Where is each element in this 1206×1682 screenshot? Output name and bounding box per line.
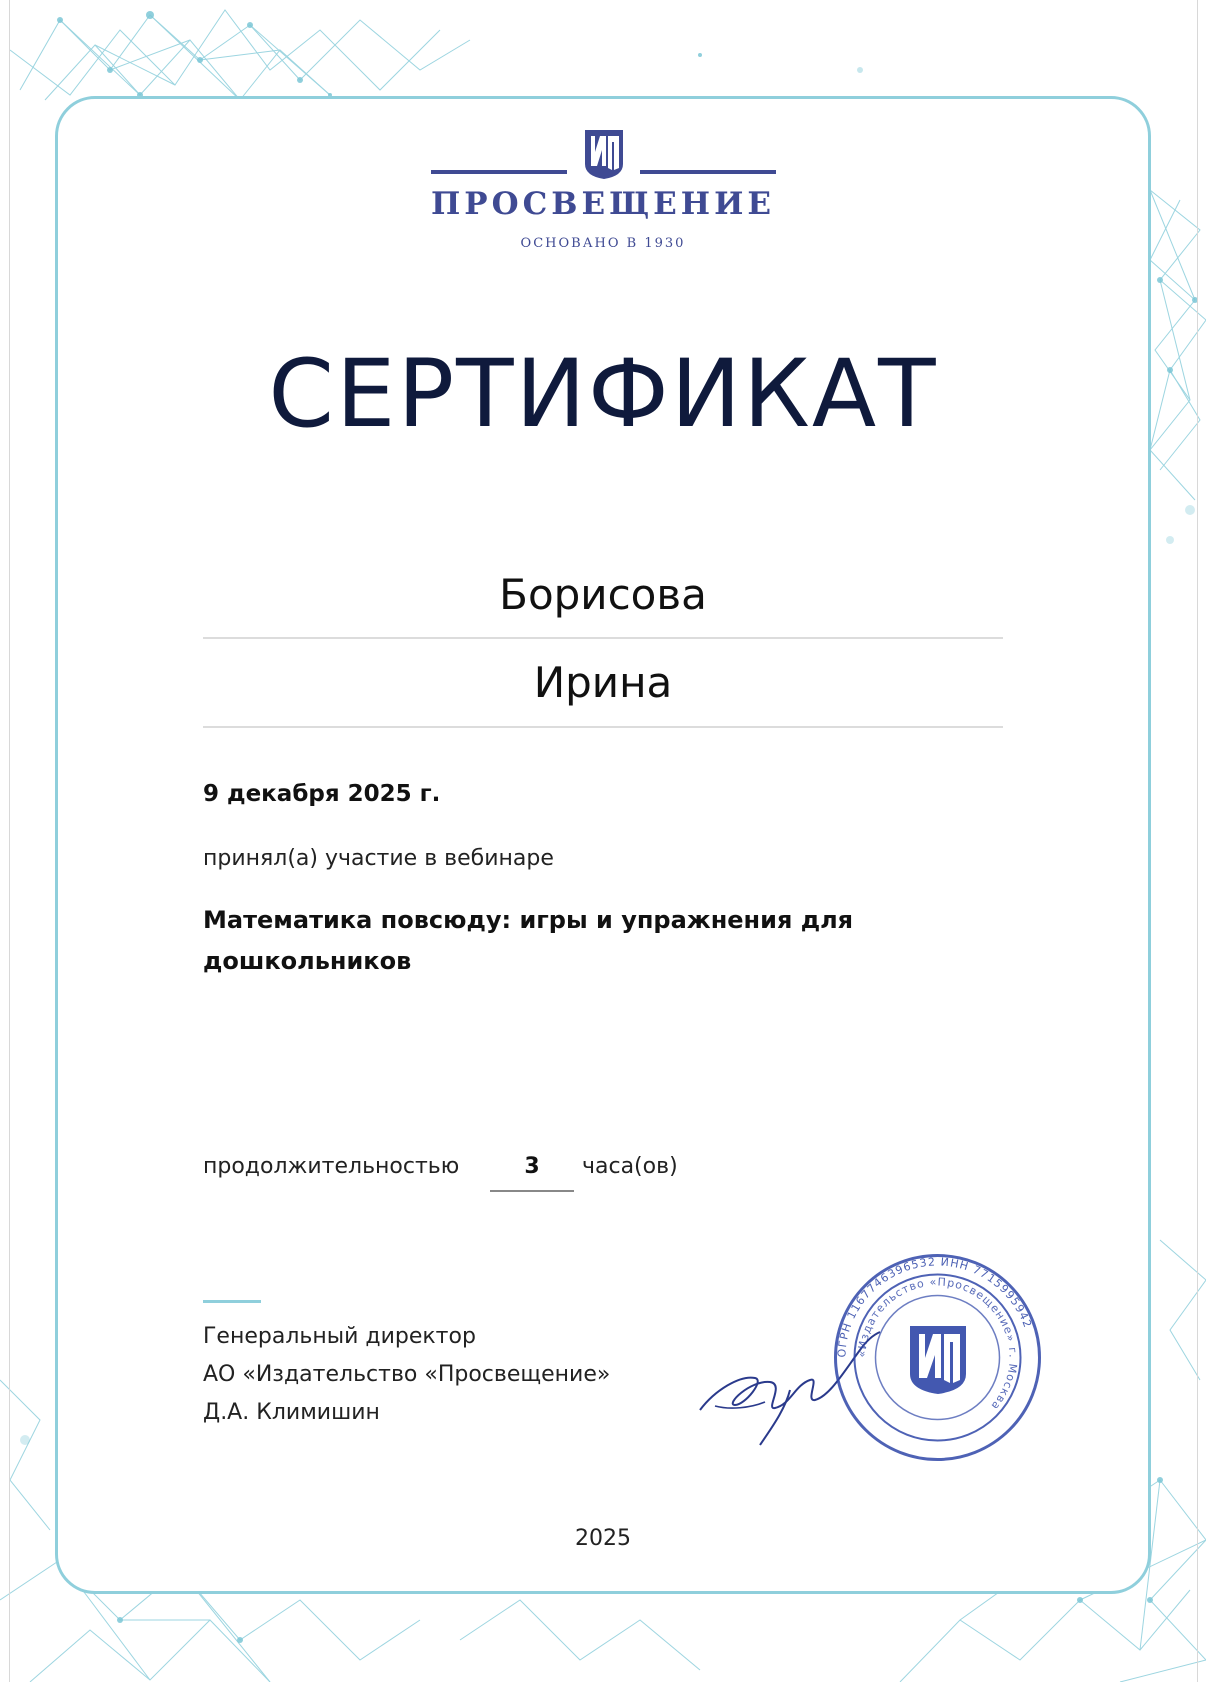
duration-value: 3: [524, 1154, 540, 1179]
duration-unit: часа(ов): [582, 1154, 678, 1179]
signatory-position: Генеральный директор: [203, 1324, 476, 1349]
recipient-last-name: Борисова: [499, 570, 707, 619]
page-edge-left: [9, 0, 10, 1682]
stamp-inner-text: «Издательство «Просвещение» г. Москва: [855, 1275, 1020, 1413]
brand-founded: ОСНОВАНО В 1930: [520, 236, 686, 251]
stamp-emblem-icon: [910, 1326, 966, 1394]
participation-text: принял(а) участие в вебинаре: [203, 846, 554, 871]
certificate-title: СЕРТИФИКАТ: [268, 340, 938, 449]
event-date: 9 декабря 2025 г.: [203, 781, 441, 807]
signatory-organization: АО «Издательство «Просвещение»: [203, 1362, 611, 1387]
logo-line-left: [431, 170, 567, 174]
webinar-title: Математика повсюду: игры и упражнения для дошкольников: [203, 906, 854, 975]
page-edge-right: [1197, 0, 1198, 1682]
signature-accent-line: [203, 1300, 261, 1303]
name-underline-2: [203, 726, 1003, 728]
duration-label: продолжительностью: [203, 1154, 460, 1179]
stamp-outer-text: ОГРН 1167746396532 ИНН 7715995942: [835, 1255, 1035, 1358]
logo-line-right: [640, 170, 776, 174]
prosveshchenie-emblem-icon: [583, 126, 625, 180]
certificate-year: 2025: [575, 1526, 631, 1551]
duration-underline: [490, 1190, 574, 1192]
company-seal-stamp: [830, 1250, 1045, 1465]
brand-name: ПРОСВЕЩЕНИЕ: [430, 186, 775, 222]
signatory-name: Д.А. Климишин: [203, 1400, 380, 1425]
name-underline-1: [203, 637, 1003, 639]
recipient-first-name: Ирина: [533, 658, 673, 707]
